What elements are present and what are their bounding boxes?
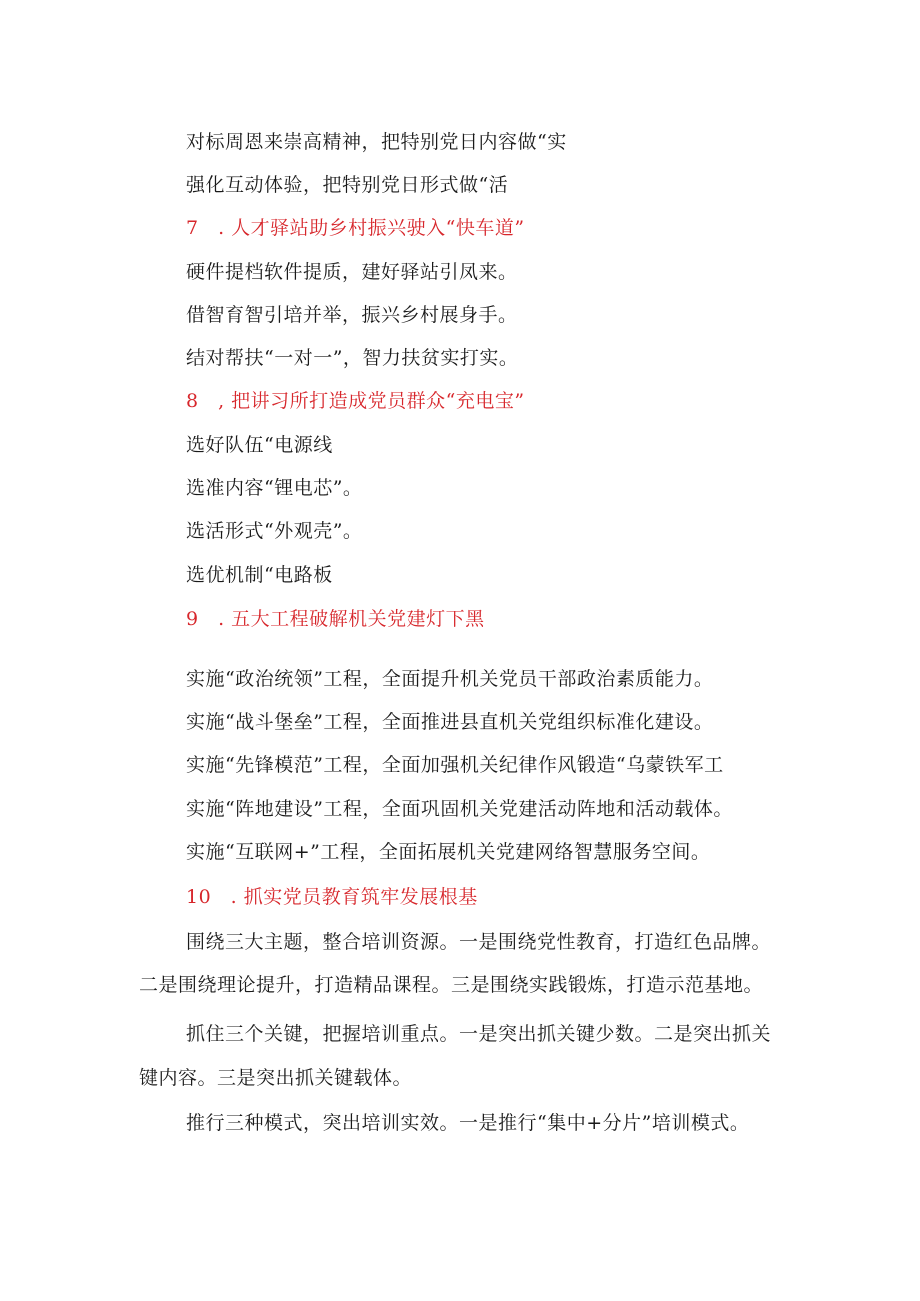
paragraph-line: 选优机制“电路板 (186, 564, 333, 586)
paragraph-line: 实施“战斗堡垒”工程，全面推进县直机关党组织标准化建设。 (186, 711, 714, 733)
paragraph-line: 选活形式“外观壳”。 (186, 520, 363, 542)
paragraph-line: 硬件提档软件提质，建好驿站引凤来。 (186, 261, 518, 283)
paragraph-line: 推行三种模式，突出培训实效。一是推行“集中+分片”培训模式。 (186, 1112, 750, 1134)
section-heading-8: 8 , 把讲习所打造成党员群众“充电宝” (186, 390, 525, 412)
paragraph-line: 键内容。三是突出抓关键载体。 (139, 1067, 413, 1089)
paragraph-line: 选准内容“锂电芯”。 (186, 477, 363, 499)
paragraph-line: 结对帮扶“一对一”，智力扶贫实打实。 (186, 347, 519, 369)
paragraph-line: 实施“政治统领”工程，全面提升机关党员干部政治素质能力。 (186, 668, 714, 690)
paragraph-line: 围绕三大主题，整合培训资源。一是围绕党性教育，打造红色品牌。 (186, 931, 772, 953)
paragraph-line: 实施“先锋模范”工程，全面加强机关纪律作风锻造“乌蒙铁军工 (186, 754, 724, 776)
section-heading-9: 9 . 五大工程破解机关党建灯下黑 (186, 608, 485, 630)
paragraph-line: 对标周恩来崇高精神，把特别党日内容做“实 (186, 131, 567, 153)
paragraph-line: 强化互动体验，把特别党日形式做“活 (186, 174, 509, 196)
section-heading-7: 7 . 人才驿站助乡村振兴驶入“快车道” (186, 217, 525, 239)
paragraph-line: 借智育智引培并举，振兴乡村展身手。 (186, 304, 518, 326)
paragraph-line: 二是围绕理论提升，打造精品课程。三是围绕实践锻炼，打造示范基地。 (139, 974, 764, 996)
paragraph-line: 选好队伍“电源线 (186, 434, 333, 456)
paragraph-line: 实施“互联网+”工程，全面拓展机关党建网络智慧服务空间。 (186, 841, 711, 863)
section-heading-10: 10 . 抓实党员教育筑牢发展根基 (186, 886, 478, 908)
paragraph-line: 实施“阵地建设”工程，全面巩固机关党建活动阵地和活动载体。 (186, 798, 733, 820)
paragraph-line: 抓住三个关键，把握培训重点。一是突出抓关键少数。二是突出抓关 (186, 1023, 772, 1045)
